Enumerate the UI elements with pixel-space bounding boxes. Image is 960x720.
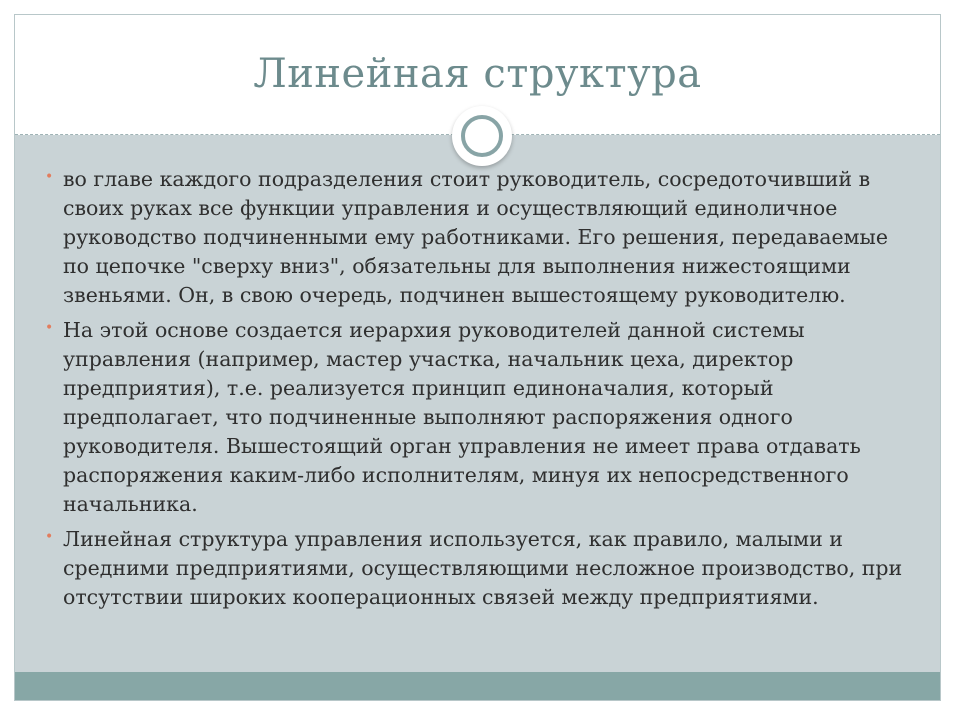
bullet-dot-icon: • [45,320,54,336]
ring-inner [461,115,503,157]
bullet-list [45,165,920,618]
slide-title: Линейная структура [253,51,702,97]
bullet-text: На этой основе создается иерархия руководителей данной системы управления (например, мастер участка, начальник цеха, директор предприятия), т.е. реализуется принцип единоначалия, который предполагает, что подчиненные выполняют распоряжения одного руководителя. Вышестоящий орган управления не имеет права отдавать распоряжения каким-либо исполнителям, минуя их непосредственного начальника. [63,318,861,516]
bullet-item [45,165,920,310]
bullet-text: Линейная структура управления используется, как правило, малыми и средними предприятиями, осуществляющими несложное производство, при отсутствии широких кооперационных связей между предприятиями. [63,527,903,609]
slide-frame [14,14,941,701]
footer-bar [15,672,940,701]
decorative-ring-icon [452,106,512,166]
bullet-dot-icon: • [45,169,54,185]
bullet-item [45,525,920,612]
bullet-text: во главе каждого подразделения стоит руководитель, сосредоточивший в своих руках все функции управления и осуществляющий единоличное руководство подчиненными ему работниками. Его решения, передаваемые по цепочке "сверху вниз", обязательны для выполнения нижестоящими звеньями. Он, в свою очередь, подчинен вышестоящему руководителю. [63,167,888,307]
bullet-item [45,316,920,519]
bullet-dot-icon: • [45,529,54,545]
